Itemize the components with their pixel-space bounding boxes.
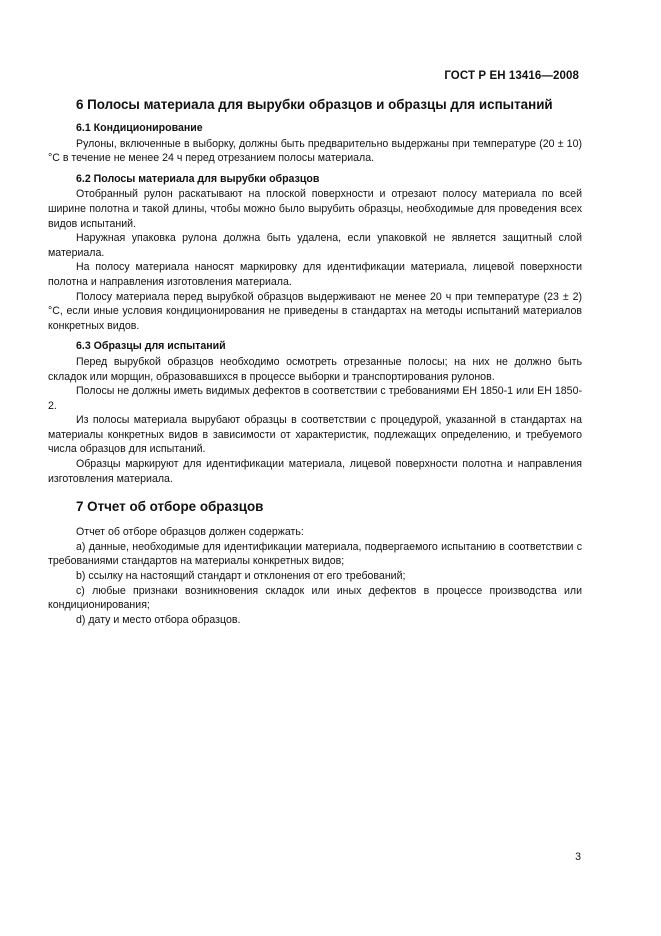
list-item: c) любые признаки возникновения складок или иных дефектов в процессе производства или кондиционирования; — [48, 584, 582, 612]
paragraph: На полосу материала наносят маркировку для идентификации материала, лицевой поверхности полотна и направления изготовления материала. — [48, 261, 582, 288]
paragraph: Из полосы материала вырубают образцы в соответствии с процедурой, указанной в стандартах на материалы конкретных видов в зависимости от характеристик, подлежащих определению, и требуемого числа образцов для испытаний. — [48, 414, 582, 456]
document-code: ГОСТ Р ЕН 13416—2008 — [444, 70, 579, 82]
subsection-6-3-heading: 6.3 Образцы для испытаний — [76, 340, 226, 353]
list-item: a) данные, необходимые для идентификации материала, подвергаемого испытанию в соответствии с требованиями стандартов на материалы конкретных видов; — [48, 540, 582, 568]
paragraph: Наружная упаковка рулона должна быть удалена, если упаковкой не является защитный слой материала. — [48, 232, 582, 259]
paragraph: Полосу материала перед вырубкой образцов выдерживают не менее 20 ч при температуре (23 ± 2) °С, если иные условия кондиционирования не приведены в стандартах на методы испытаний материалов конкретных видов. — [48, 290, 582, 332]
paragraph: Перед вырубкой образцов необходимо осмотреть отрезанные полосы; на них не должно быть складок или морщин, образовавшихся в процессе выборки и транспортирования рулонов. — [48, 355, 582, 383]
list-item: b) ссылку на настоящий стандарт и отклонения от его требований; — [76, 570, 406, 583]
paragraph: Полосы не должны иметь видимых дефектов в соответствии с требованиями ЕН 1850-1 или ЕН 1850-2. — [48, 385, 582, 412]
subsection-6-1-heading: 6.1 Кондиционирование — [76, 122, 203, 134]
page-number: 3 — [575, 851, 581, 863]
paragraph: Рулоны, включенные в выборку, должны быть предварительно выдержаны при температуре (20 ± 10) °С в течение не менее 24 ч перед отрезанием полосы материала. — [48, 137, 582, 165]
subsection-6-2-heading: 6.2 Полосы материала для вырубки образцов — [76, 172, 320, 185]
section-7-heading: 7 Отчет об отборе образцов — [76, 499, 264, 515]
list-item: d) дату и место отбора образцов. — [76, 613, 241, 626]
paragraph: Образцы маркируют для идентификации материала, лицевой поверхности полотна и направления изготовления материала. — [48, 458, 582, 485]
page-content — [48, 96, 582, 627]
paragraph: Отобранный рулон раскатывают на плоской поверхности и отрезают полосу материала по всей ширине полотна и такой длины, чтобы можно было вырубить образцы, необходимые для проведения всех видов испытаний. — [48, 188, 582, 230]
section-6-heading: 6 Полосы материала для вырубки образцов и образцы для испытаний — [76, 97, 553, 112]
paragraph: Отчет об отборе образцов должен содержать: — [76, 526, 304, 539]
